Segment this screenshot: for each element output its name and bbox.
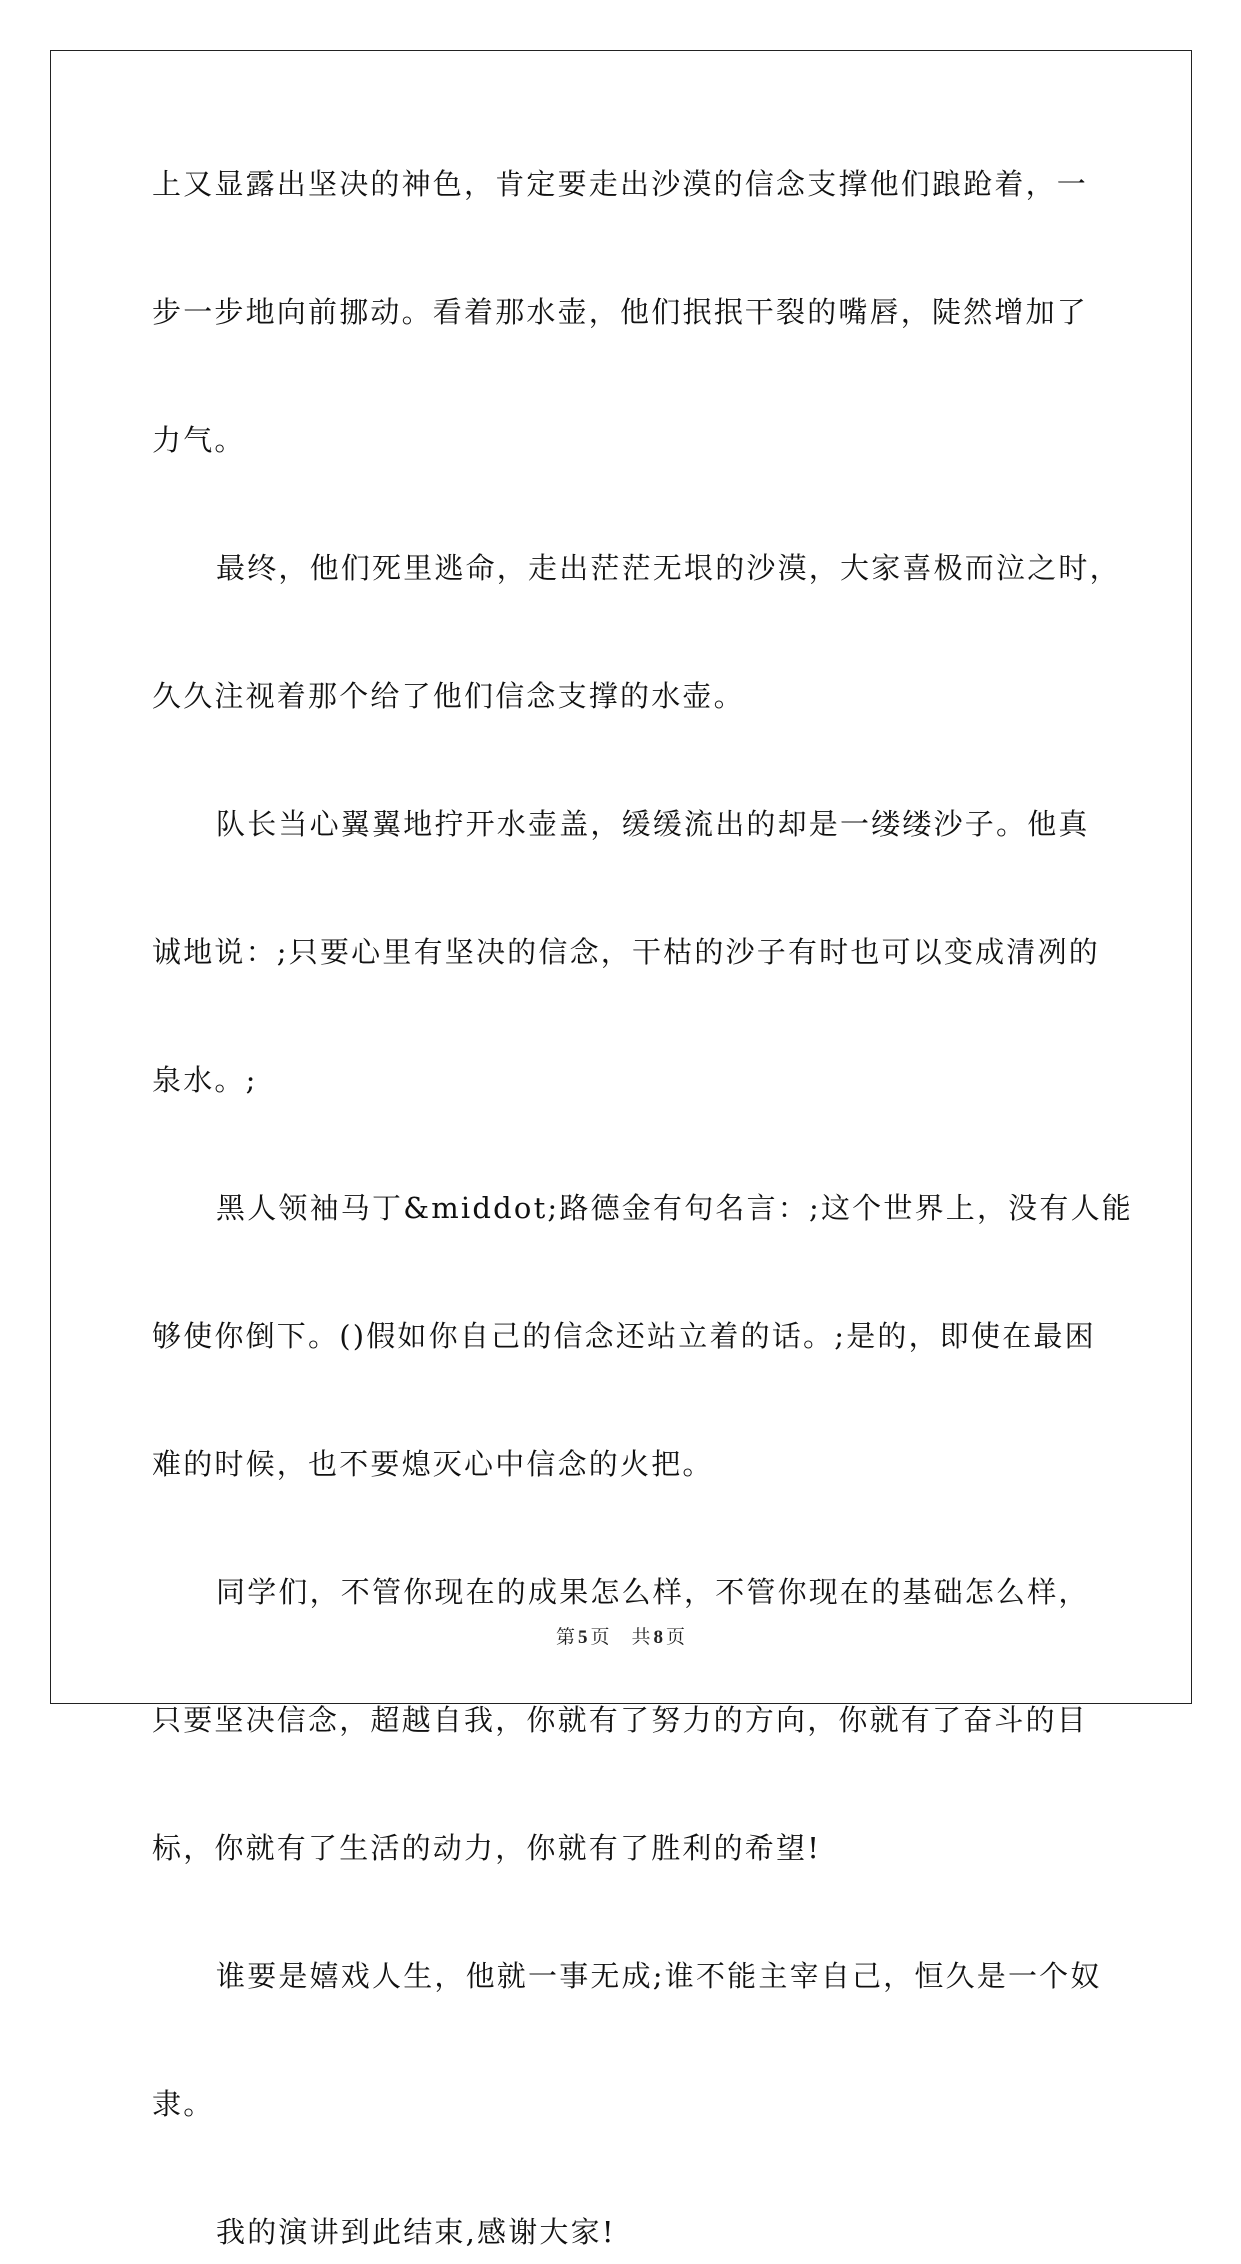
line-gap: [152, 1112, 1097, 1176]
text-line: 标，你就有了生活的动力，你就有了胜利的希望!: [152, 1831, 822, 1865]
text-line: 久久注视着那个给了他们信念支撑的水壶。: [152, 679, 745, 713]
total-suffix: 页: [666, 1627, 686, 1648]
line-gap: [152, 1368, 1097, 1432]
line-gap: [152, 2136, 1097, 2200]
page-suffix: 页: [590, 1627, 610, 1648]
text-line: 只要坚决信念，超越自我，你就有了努力的方向，你就有了奋斗的目: [152, 1703, 1089, 1737]
text-line: 隶。: [152, 2087, 215, 2121]
total-prefix: 共: [631, 1627, 651, 1648]
line-gap: [152, 1496, 1097, 1560]
total-page-number: 8: [653, 1627, 664, 1648]
line-gap: [152, 2008, 1097, 2072]
paragraph-first-line: 队长当心翼翼地拧开水壶盖，缓缓流出的却是一缕缕沙子。他真: [216, 807, 1090, 841]
document-body: [152, 152, 1133, 2264]
text-line: 力气。: [152, 423, 246, 457]
page-prefix: 第: [555, 1627, 575, 1648]
paragraph-first-line: 最终，他们死里逃命，走出茫茫无垠的沙漠，大家喜极而泣之时，: [216, 551, 1121, 585]
text-line: 步一步地向前挪动。看着那水壶，他们抿抿干裂的嘴唇，陡然增加了: [152, 295, 1089, 329]
text-line: 诚地说：;只要心里有坚决的信念，干枯的沙子有时也可以变成清冽的: [152, 935, 1100, 969]
current-page-number: 5: [577, 1627, 588, 1648]
line-gap: [152, 1240, 1097, 1304]
line-gap: [152, 472, 1097, 536]
line-gap: [152, 600, 1097, 664]
page-footer: [0, 1622, 1241, 1649]
line-gap: [152, 216, 1097, 280]
line-gap: [152, 344, 1097, 408]
line-gap: [152, 1880, 1097, 1944]
paragraph-first-line: 我的演讲到此结束,感谢大家!: [216, 2215, 616, 2249]
paragraph-first-line: 同学们，不管你现在的成果怎么样，不管你现在的基础怎么样，: [216, 1575, 1090, 1609]
text-line: 难的时候，也不要熄灭心中信念的火把。: [152, 1447, 714, 1481]
line-gap: [152, 856, 1097, 920]
text-line: 上又显露出坚决的神色，肯定要走出沙漠的信念支撑他们踉跄着，一: [152, 167, 1089, 201]
paragraph-first-line: 谁要是嬉戏人生，他就一事无成;谁不能主宰自己，恒久是一个奴: [216, 1959, 1102, 1993]
text-line: 泉水。;: [152, 1063, 258, 1097]
line-gap: [152, 1752, 1097, 1816]
line-gap: [152, 984, 1097, 1048]
paragraph-first-line: 黑人领袖马丁&middot;路德金有句名言：;这个世界上，没有人能: [216, 1191, 1133, 1225]
text-line: 够使你倒下。()假如你自己的信念还站立着的话。;是的，即使在最困: [152, 1319, 1096, 1353]
line-gap: [152, 728, 1097, 792]
